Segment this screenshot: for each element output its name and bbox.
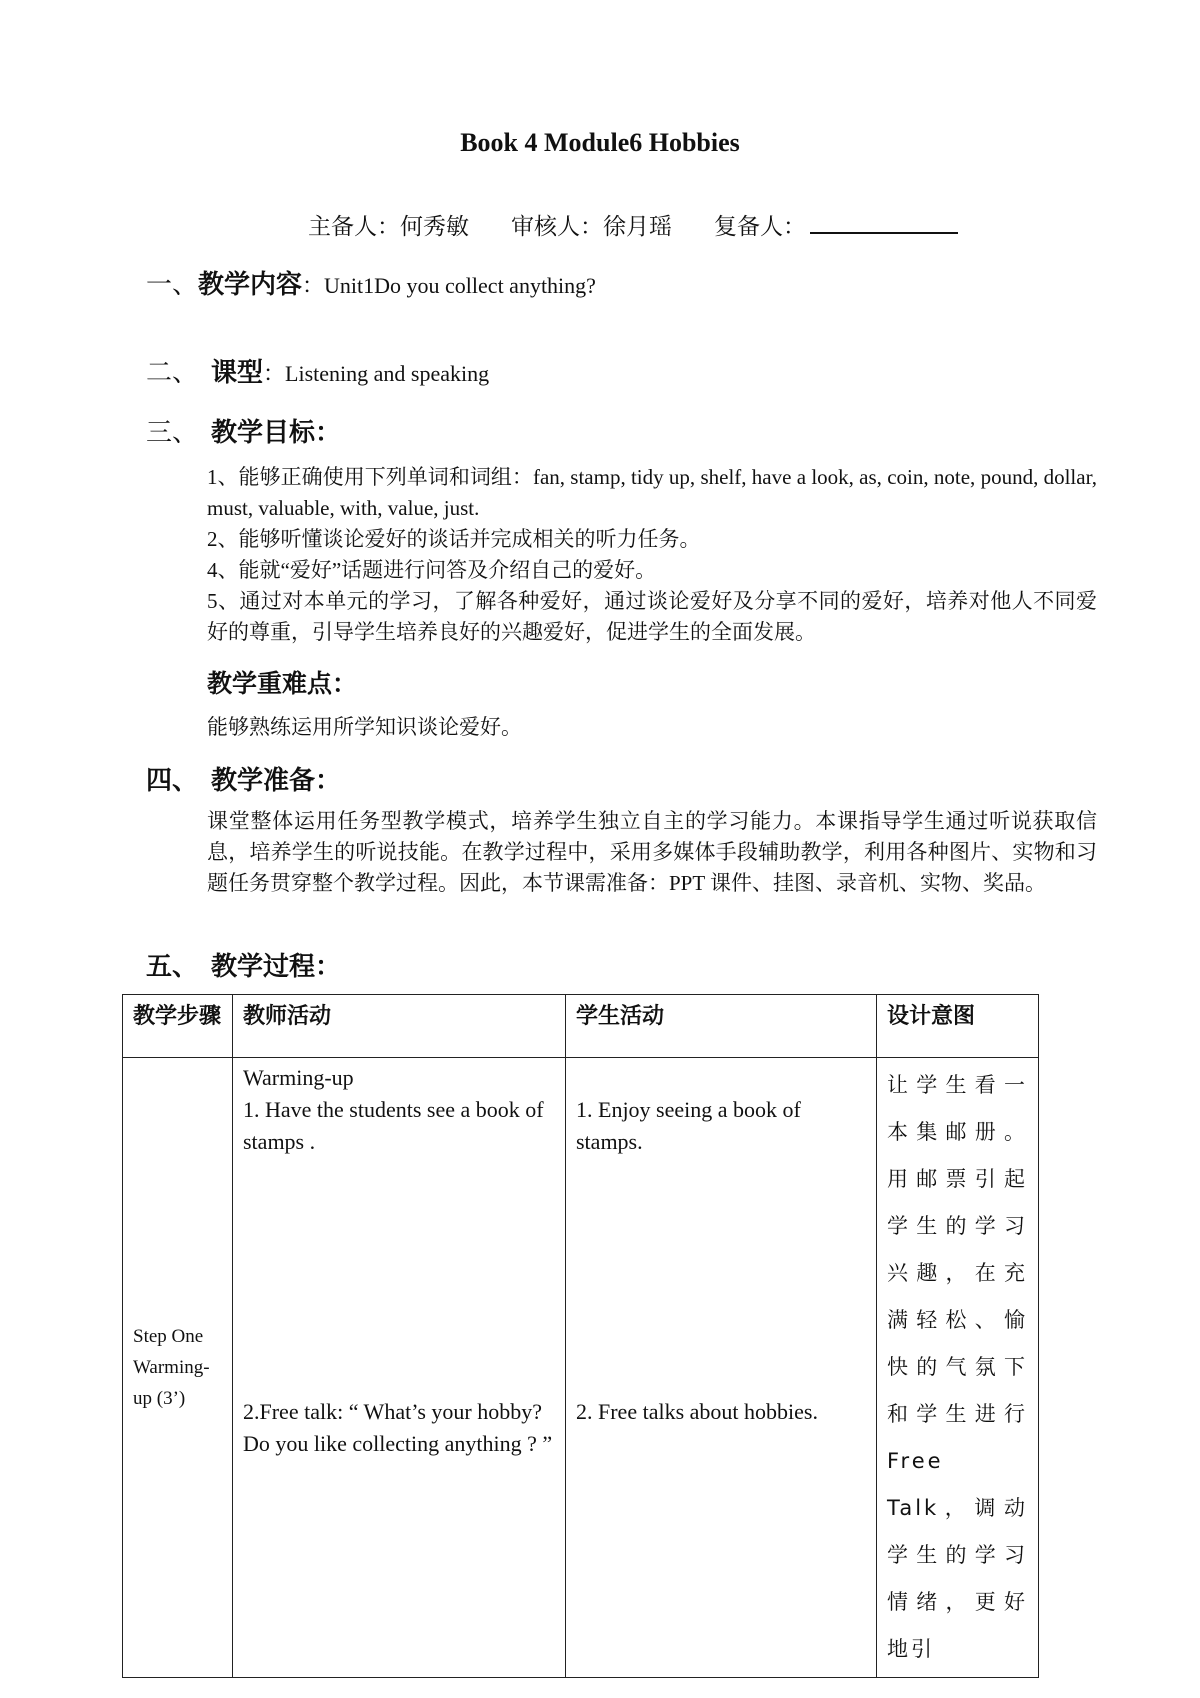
header-step: 教学步骤 xyxy=(123,995,233,1058)
header-student: 学生活动 xyxy=(566,995,877,1058)
section-process xyxy=(146,946,341,983)
section-heading: 课型 xyxy=(211,358,264,388)
section-heading: 教学过程： xyxy=(211,952,342,982)
section-value: Unit1Do you collect anything? xyxy=(324,273,596,298)
section-number: 三、 xyxy=(146,418,199,448)
co-preparer-label: 复备人： xyxy=(714,214,806,240)
section-preparation xyxy=(146,760,341,797)
key-points-text: 能够熟练运用所学知识谈论爱好。 xyxy=(207,715,522,739)
teacher-activity-cell xyxy=(233,1058,566,1678)
teacher-activity-heading: Warming-up xyxy=(243,1065,354,1090)
preparer-line xyxy=(308,208,958,241)
objectives-list xyxy=(207,462,1097,648)
header-teacher: 教师活动 xyxy=(233,995,566,1058)
section-number: 一、 xyxy=(146,270,199,300)
table-header-row xyxy=(123,995,1039,1058)
reviewer-label: 审核人： xyxy=(511,214,603,240)
section-number: 四、 xyxy=(146,766,199,796)
co-preparer-blank xyxy=(810,210,958,234)
reviewer-name: 徐月瑶 xyxy=(603,214,672,240)
preparation-text: 课堂整体运用任务型教学模式，培养学生独立自主的学习能力。本课指导学生通过听说获取信息，培养学生的听说技能。在教学过程中，采用多媒体手段辅助教学，利用各种图片、实物和习题任务贯穿整个教学过程。因此，本节课需准备：PPT 课件、挂图、录音机、实物、奖品。 xyxy=(207,809,1097,895)
document-title: Book 4 Module6 Hobbies xyxy=(460,128,740,157)
table-row xyxy=(123,1058,1039,1678)
section-lesson-type xyxy=(146,352,489,389)
step-cell: Step One Warming-up (3’) xyxy=(123,1058,233,1678)
design-intent-cell: 让学生看一本集邮册。用邮票引起学生的学习兴趣，在充满轻松、愉快的气氛下和学生进行 Free Talk，调动学生的学习情绪，更好地引 xyxy=(877,1058,1039,1678)
section-objectives xyxy=(146,412,341,449)
main-preparer-label: 主备人： xyxy=(308,214,400,240)
section-number: 二、 xyxy=(146,358,199,388)
teaching-process-table xyxy=(122,994,1039,1678)
objective-item: 1、能够正确使用下列单词和词组：fan, stamp, tidy up, shelf, have a look, as, coin, note, pound, dollar, must, valuable, with, value, just. xyxy=(207,465,1097,520)
section-number: 五、 xyxy=(146,952,199,982)
student-activity-1: 1. Enjoy seeing a book of stamps. xyxy=(576,1097,801,1154)
section-value: Listening and speaking xyxy=(285,361,490,386)
objective-item: 2、能够听懂谈论爱好的谈话并完成相关的听力任务。 xyxy=(207,527,701,551)
objective-item: 4、能就“爱好”话题进行问答及介绍自己的爱好。 xyxy=(207,558,657,582)
main-preparer-name: 何秀敏 xyxy=(400,214,469,240)
teacher-activity-1: 1. Have the students see a book of stamps . xyxy=(243,1097,544,1154)
section-heading: 教学准备： xyxy=(211,766,342,796)
section-heading: 教学内容 xyxy=(198,270,303,300)
header-design: 设计意图 xyxy=(877,995,1039,1058)
teacher-activity-2: 2.Free talk: “ What’s your hobby? Do you like collecting anything ? ” xyxy=(243,1399,553,1456)
section-colon: ： xyxy=(263,362,286,387)
section-colon: ： xyxy=(302,274,325,299)
section-content xyxy=(146,264,596,301)
objective-item: 5、通过对本单元的学习，了解各种爱好，通过谈论爱好及分享不同的爱好，培养对他人不同爱好的尊重，引导学生培养良好的兴趣爱好，促进学生的全面发展。 xyxy=(207,589,1097,644)
key-points-heading: 教学重难点： xyxy=(207,669,358,698)
student-activity-2: 2. Free talks about hobbies. xyxy=(576,1399,818,1424)
student-activity-cell xyxy=(566,1058,877,1678)
section-heading: 教学目标： xyxy=(211,418,342,448)
